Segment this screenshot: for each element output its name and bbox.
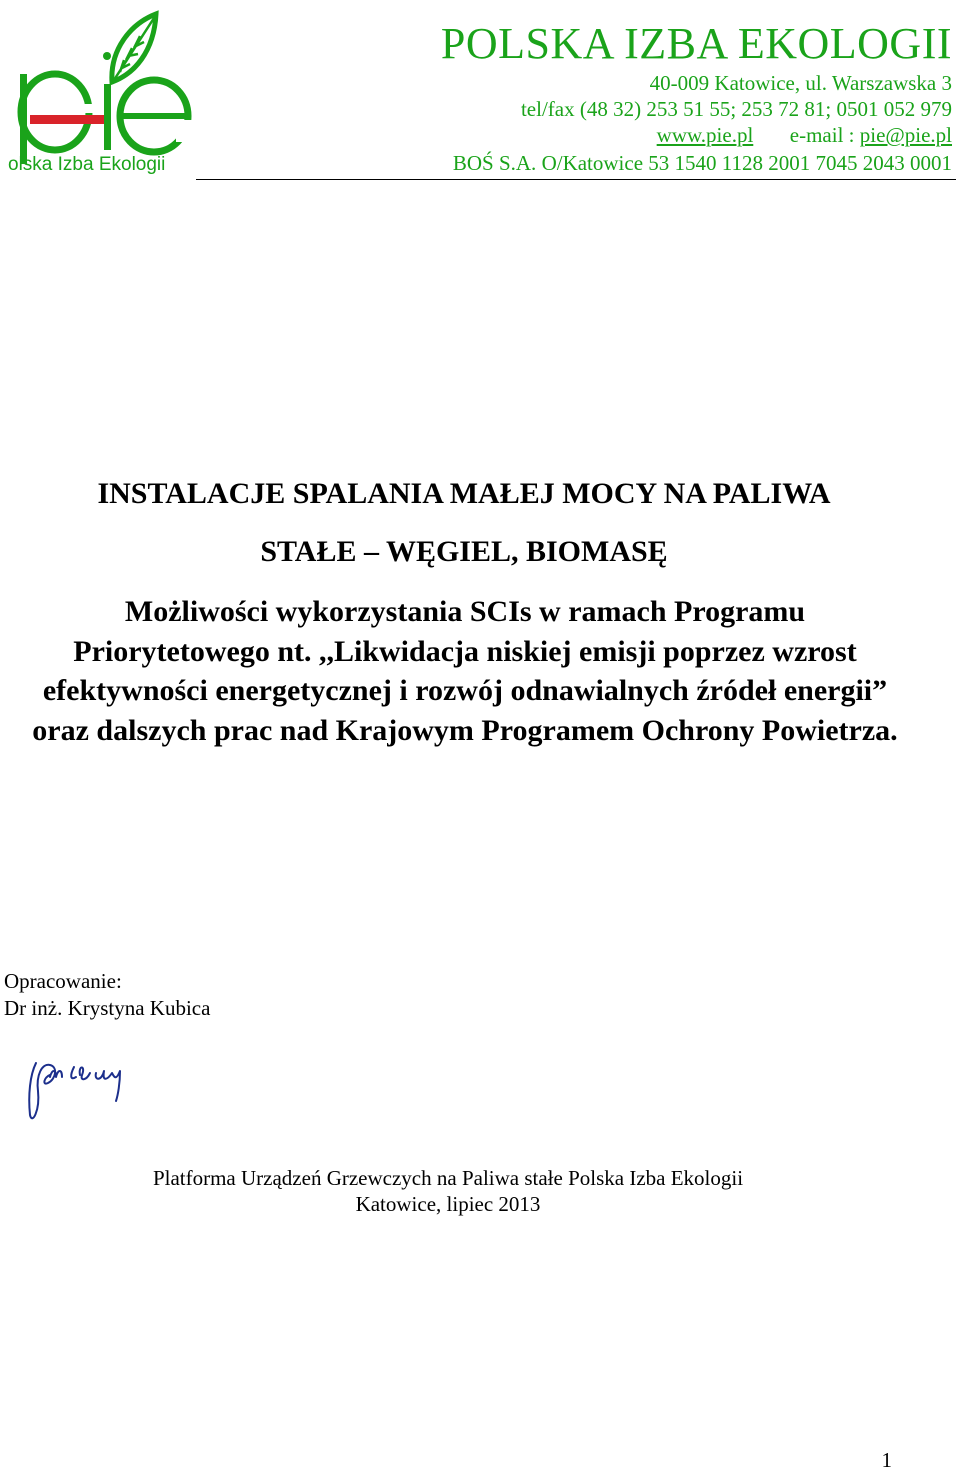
org-web-line xyxy=(657,122,952,148)
document-title-line-2: STAŁE – WĘGIEL, BIOMASĘ xyxy=(260,535,668,568)
org-name: POLSKA IZBA EKOLOGII xyxy=(440,19,952,68)
footer-place-date: Katowice, lipiec 2013 xyxy=(355,1192,541,1216)
author-name: Dr inż. Krystyna Kubica xyxy=(4,996,211,1020)
document-subtitle: Możliwości wykorzystania SCIs w ramach Programu Priorytetowego nt. ,,Likwidacja niskiej emisji poprzez wzrost efektywności energetycznej i rozwój odnawialnych źródeł energii” oraz dalszych prac nad Krajowym Programem Ochrony Powietrza. xyxy=(32,595,898,747)
website-link[interactable]: www.pie.pl xyxy=(656,123,754,147)
pie-logo xyxy=(8,8,198,178)
page-number: 1 xyxy=(881,1448,892,1472)
bank-account: O/Katowice 53 1540 1128 2001 7045 2043 0001 xyxy=(541,151,952,175)
handwritten-signature xyxy=(20,1055,135,1130)
org-address: 40-009 Katowice, ul. Warszawska 3 xyxy=(649,71,952,95)
email-label: e-mail : xyxy=(789,123,855,147)
bank-name: BOŚ S.A. xyxy=(452,151,537,175)
header-rule xyxy=(196,179,956,180)
author-label: Opracowanie: xyxy=(4,969,122,993)
footer-platform: Platforma Urządzeń Grzewczych na Paliwa stałe Polska Izba Ekologii xyxy=(152,1166,744,1190)
org-phone: tel/fax (48 32) 253 51 55; 253 72 81; 0501 052 979 xyxy=(520,97,952,121)
logo-text: olska Izba Ekologii xyxy=(8,154,166,175)
bank-line xyxy=(453,150,952,176)
email-link[interactable]: pie@pie.pl xyxy=(859,123,952,147)
document-title-line-1: INSTALACJE SPALANIA MAŁEJ MOCY NA PALIWA xyxy=(97,477,831,510)
